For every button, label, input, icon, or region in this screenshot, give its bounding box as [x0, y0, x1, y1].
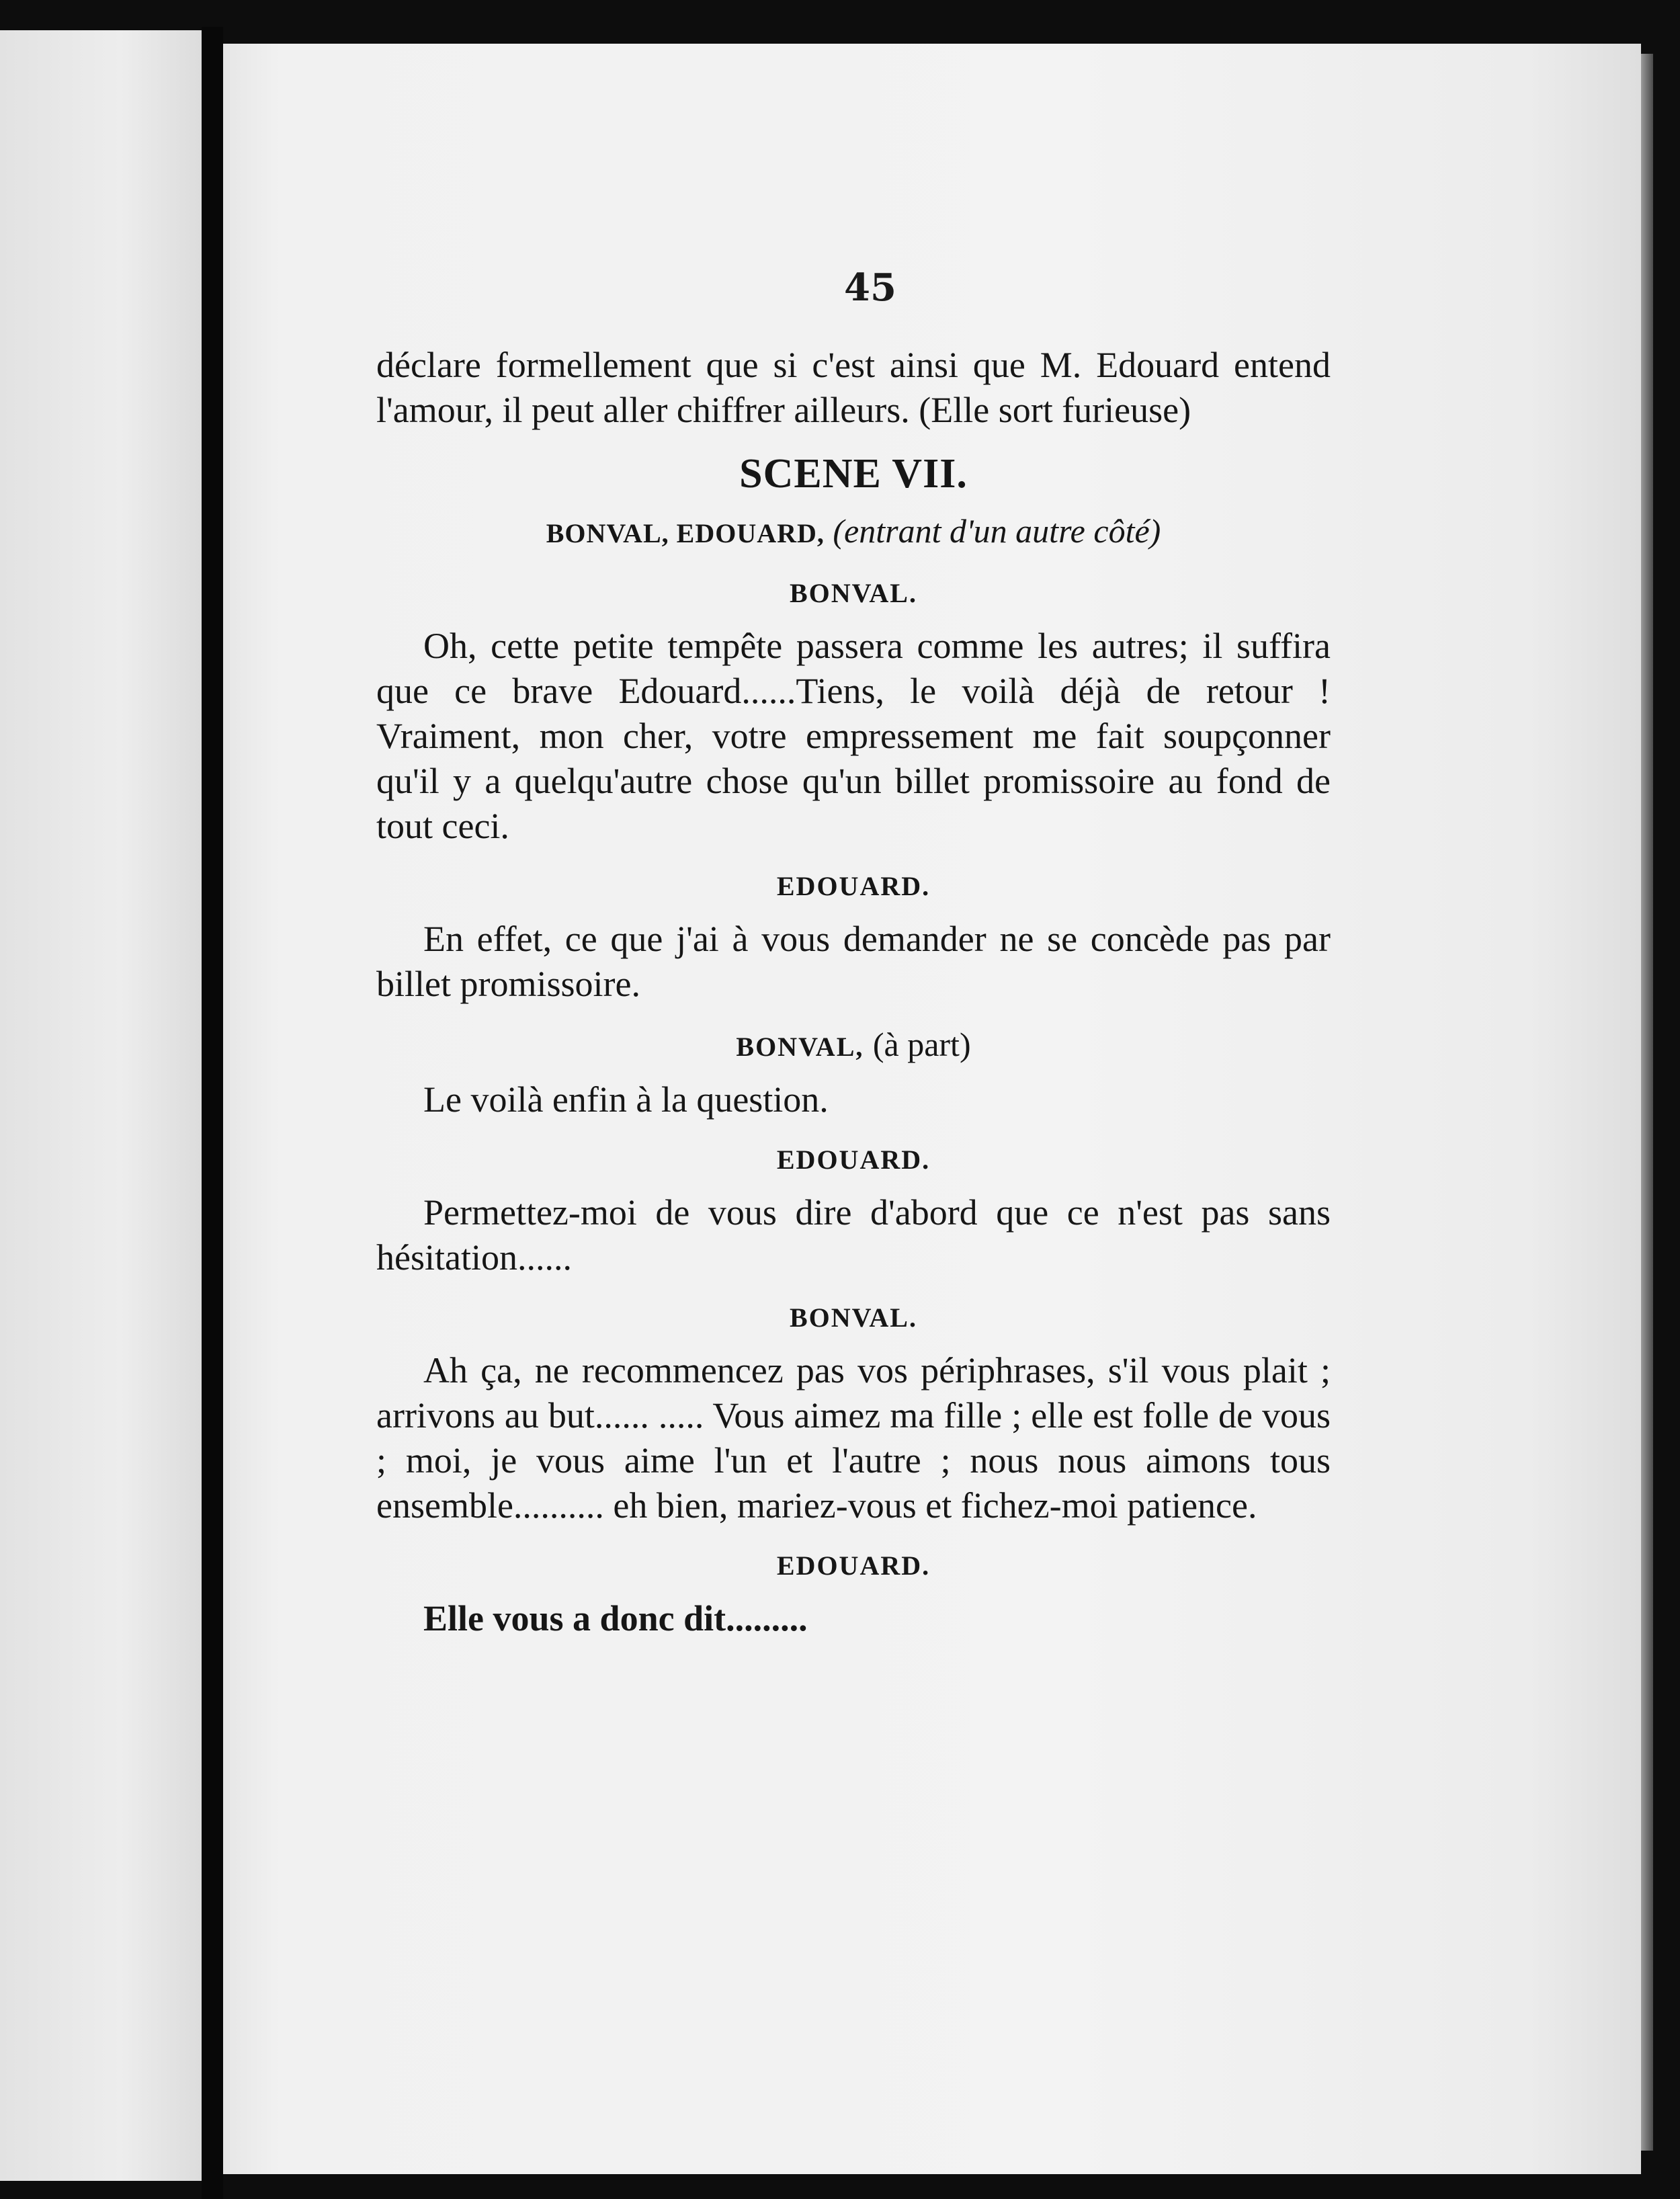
scene-cast — [376, 509, 1331, 556]
stage-direction: (à part) — [872, 1026, 971, 1063]
speech: Oh, cette petite tempête passera comme les autres; il suffira que ce brave Edouard......Tiens, le voilà déjà de retour ! Vraiment, mon cher, votre empressement me fait soupçonner qu'il y a quelqu'autre chose qu'un billet promissoire au fond de tout ceci. — [376, 626, 1331, 846]
speech: En effet, ce que j'ai à vous demander ne se concède pas par billet promissoire. — [376, 919, 1331, 1004]
speech: Le voilà enfin à la question. — [423, 1079, 829, 1120]
speaker-name: EDOUARD. — [776, 1550, 931, 1581]
speech: Elle vous a donc dit......... — [423, 1598, 808, 1638]
cast-names: BONVAL, EDOUARD, — [546, 518, 825, 548]
speaker-name: BONVAL, — [736, 1032, 864, 1062]
speaker-name: BONVAL. — [790, 578, 917, 608]
opening-paragraph: déclare formellement que si c'est ainsi que M. Edouard entend l'amour, il peut aller chiffrer ailleurs. (Elle sort furieuse) — [376, 345, 1331, 430]
speaker-name: EDOUARD. — [776, 871, 931, 901]
speaker-with-aside — [376, 1022, 1331, 1069]
speech: Ah ça, ne recommencez pas vos périphrases, s'il vous plait ; arrivons au but...... ..... Vous aimez ma fille ; elle est folle de vous ; moi, je vous aime l'un et l'autre ; nous nous aimons tous ensemble.......... eh bien, mariez-vous et fichez-moi patience. — [376, 1350, 1331, 1526]
stage-direction: (entrant d'un autre côté) — [833, 512, 1161, 550]
book-gutter — [202, 27, 223, 2199]
facing-page — [0, 30, 202, 2181]
speaker-name: EDOUARD. — [776, 1145, 931, 1175]
speech: Permettez-moi de vous dire d'abord que ce n'est pas sans hésitation...... — [376, 1192, 1331, 1278]
speaker-name: BONVAL. — [790, 1302, 917, 1333]
page-text — [376, 343, 1331, 1641]
page-number: 45 — [844, 265, 896, 310]
scene-title: SCENE VII. — [739, 451, 968, 497]
page-edge — [1641, 54, 1653, 2151]
